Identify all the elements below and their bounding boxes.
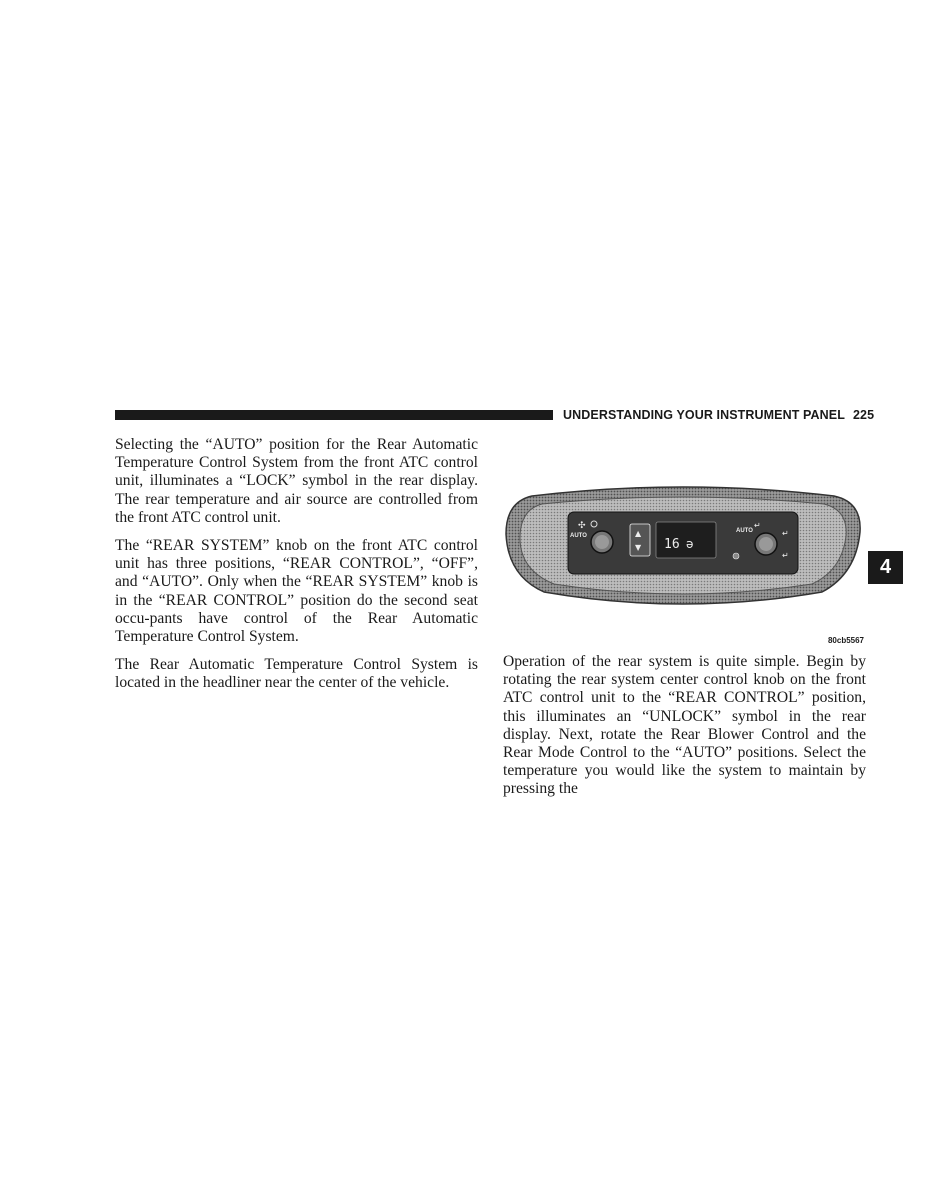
section-tab: 4 xyxy=(868,551,903,584)
right-column xyxy=(503,653,866,809)
paragraph: Operation of the rear system is quite simple. Begin by rotating the rear system center control knob on the front ATC control unit to the “REAR CONTROL” position, this illuminates an “UNLOCK” symbol in the rear display. Next, rotate the Rear Blower Control and the Rear Mode Control to the “AUTO” positions. Select the temperature you would like the system to maintain by pressing the xyxy=(503,653,866,798)
sensor-icon xyxy=(733,553,739,559)
mode-icon: ↵ xyxy=(782,529,789,538)
page-number: 225 xyxy=(852,408,875,422)
lock-icon: ə xyxy=(686,537,694,551)
paragraph: Selecting the “AUTO” position for the Rear Automatic Temperature Control System from the front ATC control unit, illuminates a “LOCK” symbol in the rear display. The rear temperature and air source are controlled from the front ATC control unit. xyxy=(115,436,478,526)
mode-icon: ↵ xyxy=(754,521,761,530)
display-value: 16 xyxy=(664,537,680,552)
paragraph: The “REAR SYSTEM” knob on the front ATC control unit has three positions, “REAR CONTROL”, “OFF”, and “AUTO”. Only when the “REAR SYSTEM” knob is in the “REAR CONTROL” position do the second seat occu-pants have control of the Rear Automatic Temperature Control System. xyxy=(115,537,478,646)
arrow-up-icon: ▲ xyxy=(635,529,642,538)
mode-icon: ↵ xyxy=(782,551,789,560)
fan-icon: ✣ xyxy=(578,521,586,531)
left-knob-label: AUTO xyxy=(570,533,587,539)
figure-code: 80cb5567 xyxy=(827,636,864,645)
paragraph: The Rear Automatic Temperature Control System is located in the headliner near the center of the vehicle. xyxy=(115,656,478,692)
rear-atc-control-illustration xyxy=(502,484,864,608)
header-title: UNDERSTANDING YOUR INSTRUMENT PANEL xyxy=(563,408,845,422)
running-header xyxy=(563,408,875,422)
left-column xyxy=(115,436,478,703)
arrow-down-icon: ▼ xyxy=(635,543,642,552)
header-rule xyxy=(115,410,553,420)
right-knob-label: AUTO xyxy=(736,528,753,534)
